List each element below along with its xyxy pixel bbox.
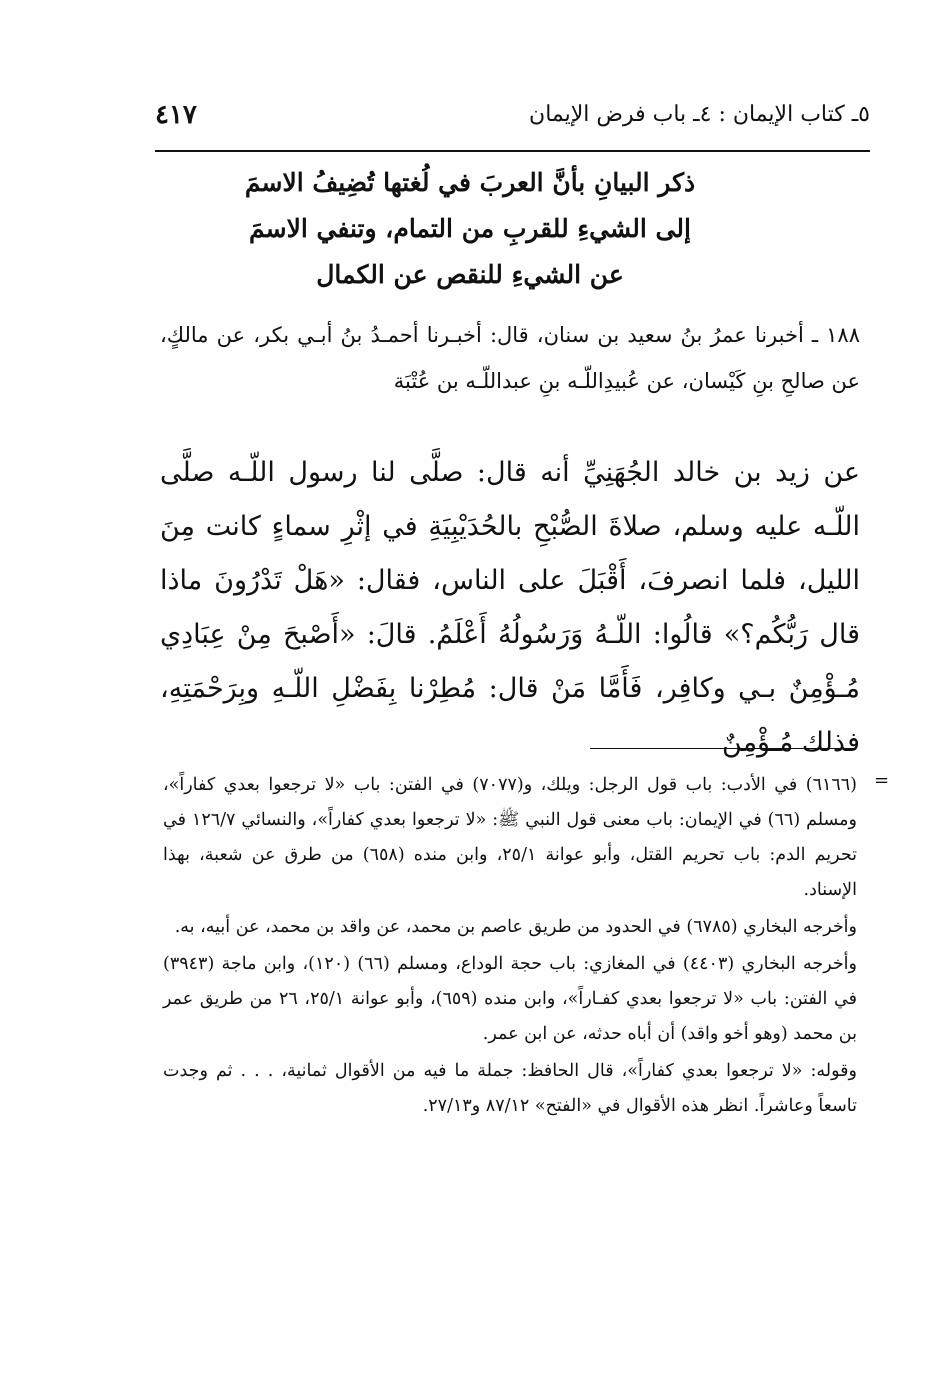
footnote-paragraph: وقوله: «لا ترجعوا بعدي كفاراً»، قال الحافظ: جملة ما فيه من الأقوال ثمانية، . . . ثم وجدت تاسعاً وعاشراً. انظر هذه الأقوال في «الفتح» ٨٧/١٢ و٢٧/١٣. [163,1061,857,1116]
hadith-text: عن زيد بن خالد الجُهَنِيِّ أنه قال: صلَّى لنا رسول اللّـه صلَّى اللّـه عليه وسلم، صلاةَ الصُّبْحِ بالحُدَيْبِيَةِ في إثْرِ سماءٍ كانت مِنَ الليل، فلما انصرفَ، أَقْبَلَ على الناس، فقال: «هَلْ تَدْرُونَ ماذا قال رَبُّكُم؟» قالُوا: اللّـهُ وَرَسُولُهُ أَعْلَمُ. قالَ: «أَصْبحَ مِنْ عِبَادِي مُـؤْمِنٌ بـي وكافِر، فَأَمَّا مَنْ قال: مُطِرْنا بِفَضْلِ اللّـهِ وبِرَحْمَتِهِ، فذلك مُـؤْمِنٌ [160,457,860,758]
heading-line: ذكر البيانِ بأنَّ العربَ في لُغتها تُضِيفُ الاسمَ [244,168,696,197]
footnote-paragraph: وأخرجه البخاري (٦٧٨٥) في الحدود من طريق عاصم بن محمد، عن واقد بن محمد، عن أبيه، به. [174,917,857,937]
footnotes [163,768,857,1126]
footnote-continuation-mark: = [874,770,890,791]
hadith-isnad: ١٨٨ ـ أخبرنا عمرُ بنُ سعيد بن سنان، قال: أخبـرنا أحمـدُ بنُ أبـي بكر، عن مالكٍ، عن صالحِ بنِ كَيْسان، عن عُبيدِاللّـه بنِ عبداللّـه بن عُتْبَة [160,323,860,393]
running-header [155,100,870,142]
header-divider [155,150,870,152]
section-heading [230,160,710,298]
heading-line: عن الشيءِ للنقص عن الكمال [316,260,624,289]
heading-line: إلى الشيءِ للقربِ من التمام، وتنفي الاسمَ [249,214,691,243]
chapter-title: ٥ـ كتاب الإيمان : ٤ـ باب فرض الإيمان [529,102,870,127]
footnote-paragraph: وأخرجه البخاري (٤٤٠٣) في المغازي: باب حجة الوداع، ومسلم (٦٦) (١٢٠)، وابن ماجة (٣٩٤٣) في الفتن: باب «لا ترجعوا بعدي كفـاراً»، وابن منده (٦٥٩)، وأبو عوانة ٢٥/١، ٢٦ من طريق عمر بن محمد (وهو أخو واقد) أن أباه حدثه، عن ابن عمر. [163,954,857,1044]
footnote-divider [590,748,856,749]
page-number: ٤١٧ [155,100,197,130]
footnote-paragraph: (٦١٦٦) في الأدب: باب قول الرجل: ويلك، و(٧٠٧٧) في الفتن: باب «لا ترجعوا بعدي كفاراً»، ومسلم (٦٦) في الإيمان: باب معنى قول النبي ﷺ: «لا ترجعوا بعدي كفاراً»، والنسائي ١٢٦/٧ في تحريم الدم: باب تحريم القتل، وأبو عوانة ٢٥/١، وابن منده (٦٥٨) من طرق عن شعبة، بهذا الإسناد. [163,775,857,900]
